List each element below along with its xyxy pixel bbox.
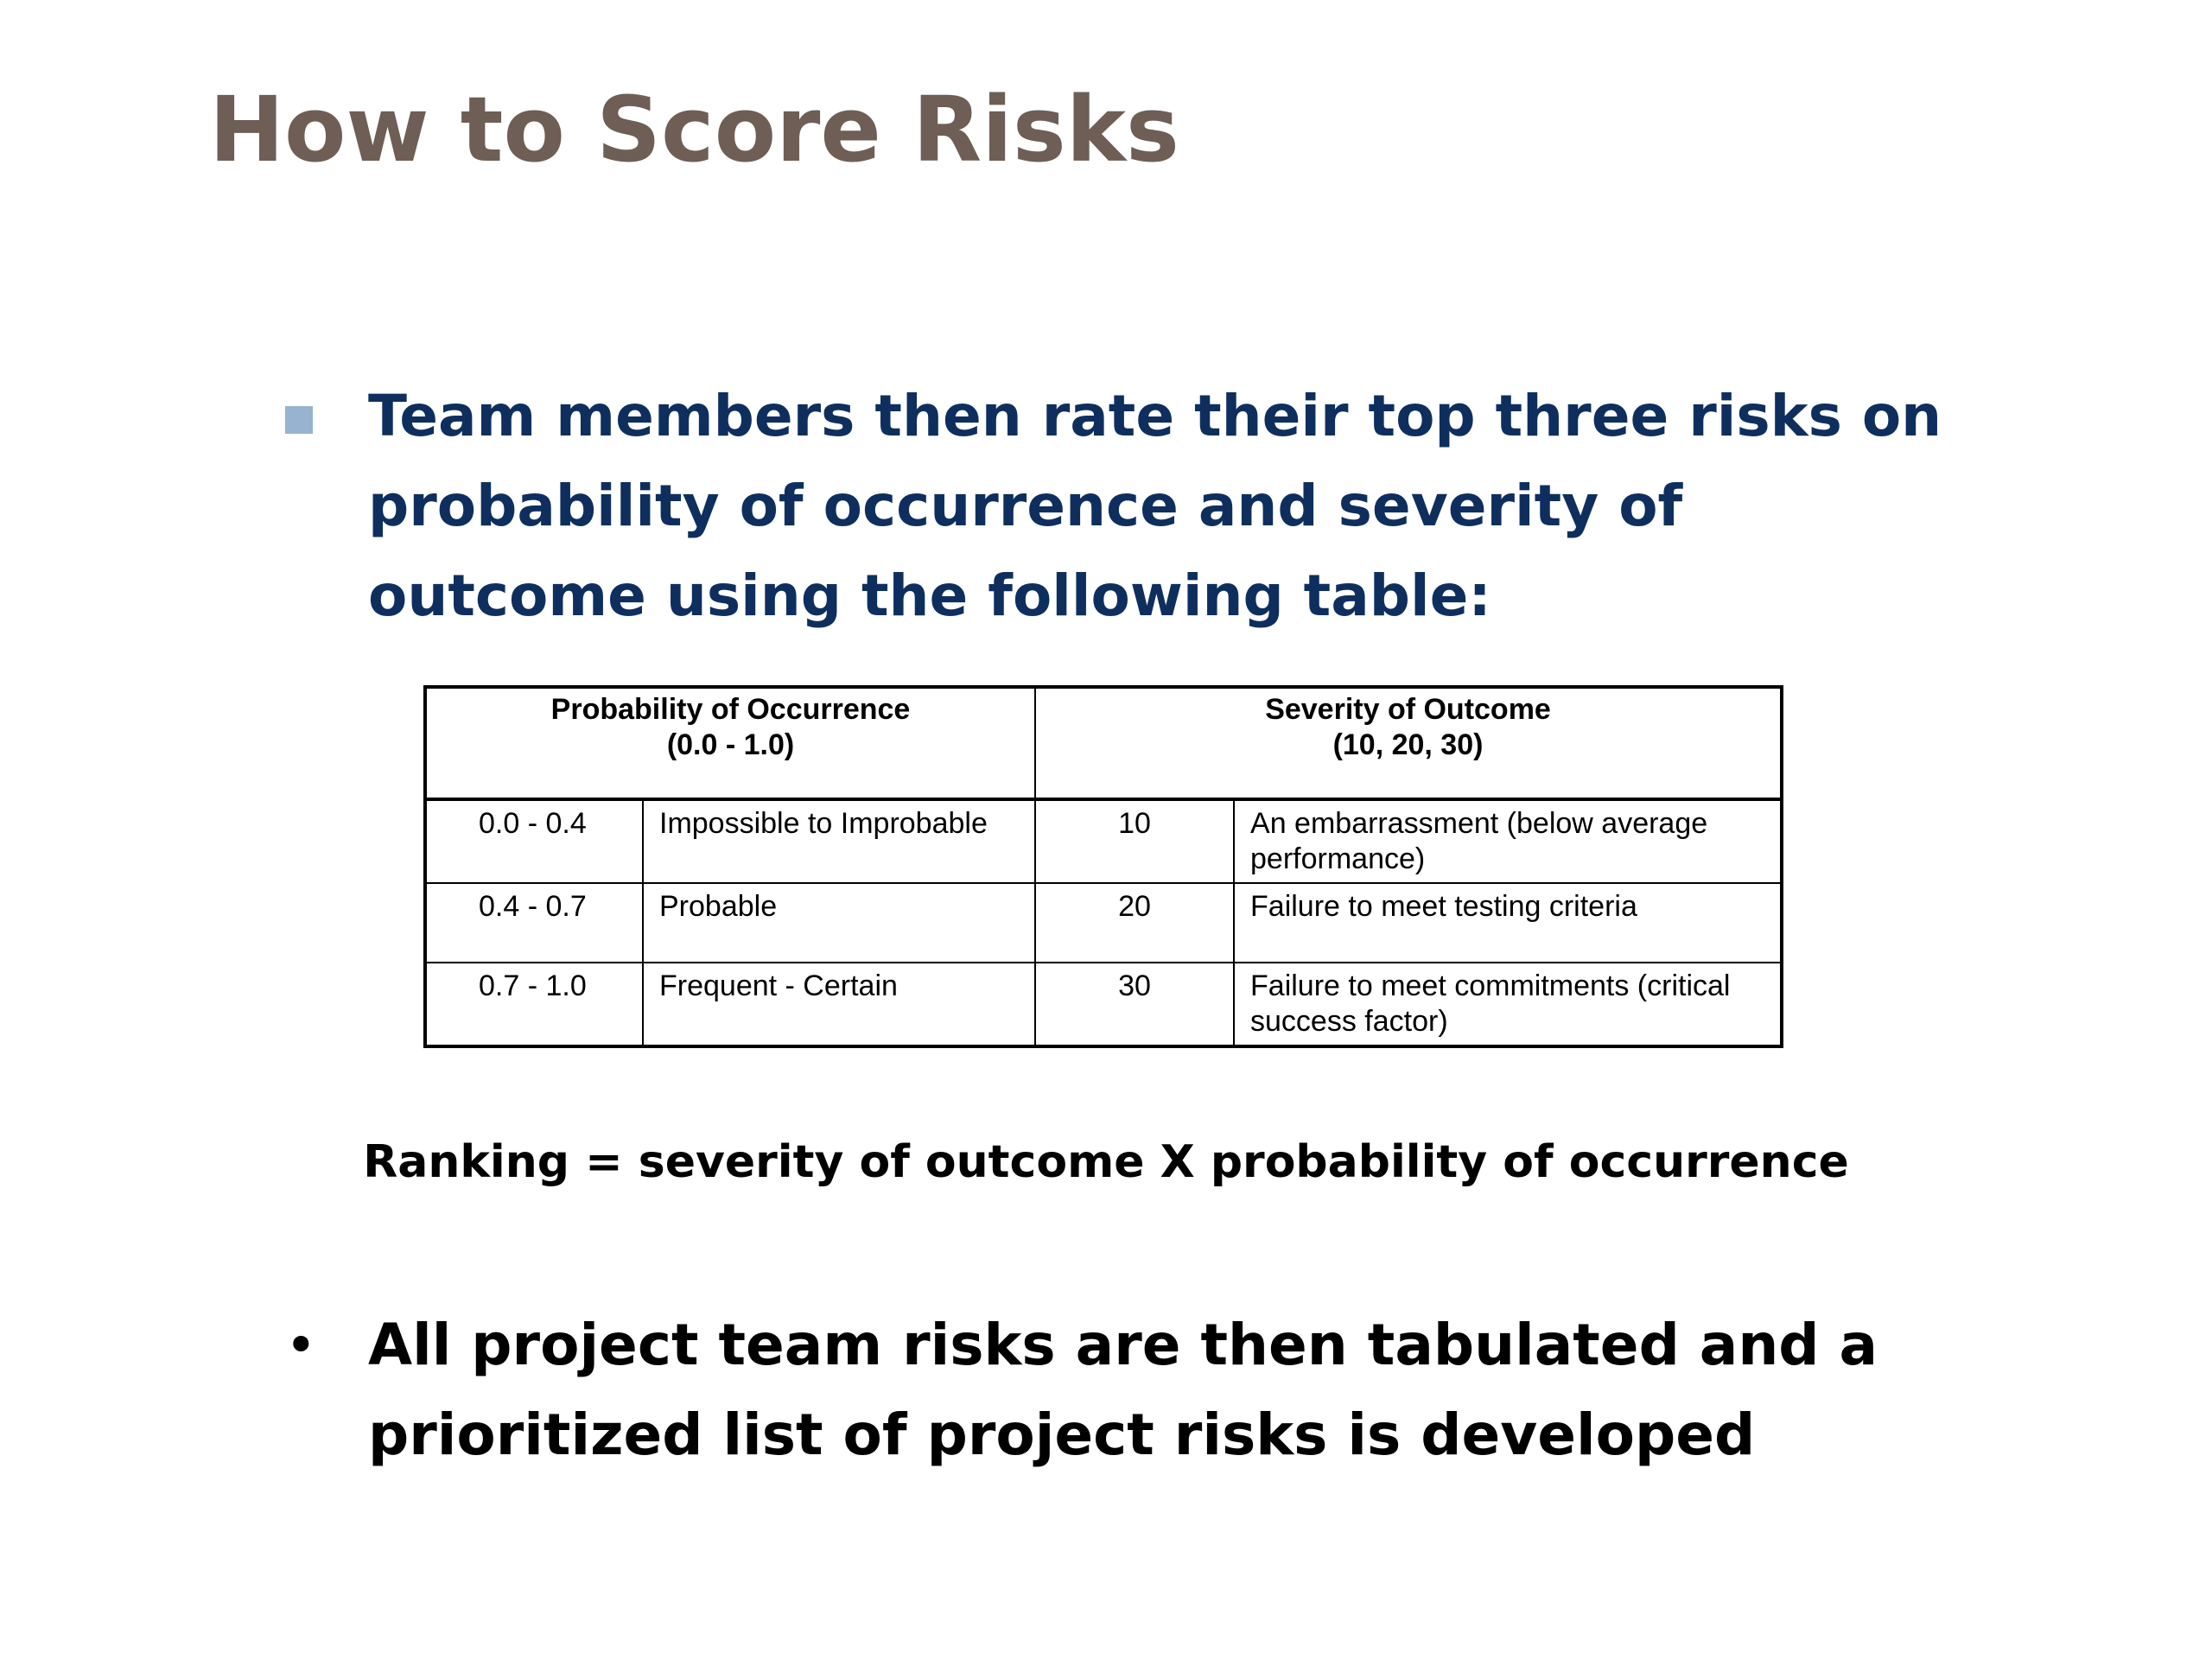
header-severity-title: Severity of Outcome bbox=[1265, 693, 1551, 726]
risk-scoring-table bbox=[423, 685, 1783, 1048]
cell-probability-range: 0.7 - 1.0 bbox=[425, 963, 643, 1046]
header-probability-title: Probability of Occurrence bbox=[550, 693, 911, 726]
cell-outcome: Failure to meet commitments (critical success factor) bbox=[1234, 963, 1782, 1046]
cell-outcome: Failure to meet testing criteria bbox=[1234, 883, 1782, 963]
table-row bbox=[425, 799, 1782, 883]
cell-severity-score: 30 bbox=[1035, 963, 1234, 1046]
table-header-row bbox=[425, 687, 1782, 799]
round-bullet-icon: • bbox=[285, 1313, 317, 1376]
cell-probability-range: 0.4 - 0.7 bbox=[425, 883, 643, 963]
cell-severity-score: 10 bbox=[1035, 799, 1234, 883]
bullet-text-tabulation: All project team risks are then tabulated and a prioritized list of project risks is developed bbox=[368, 1312, 1878, 1468]
ranking-formula: Ranking = severity of outcome X probability of occurrence bbox=[363, 1136, 1849, 1188]
header-probability bbox=[425, 687, 1035, 799]
table-row bbox=[425, 963, 1782, 1046]
cell-probability-range: 0.0 - 0.4 bbox=[425, 799, 643, 883]
header-probability-range: (0.0 - 1.0) bbox=[666, 728, 795, 761]
cell-likelihood: Frequent - Certain bbox=[643, 963, 1035, 1046]
header-severity bbox=[1035, 687, 1782, 799]
bullet-text-rating: Team members then rate their top three risks on probability of occurrence and severity of outcome using the following table: bbox=[368, 383, 1942, 629]
header-severity-range: (10, 20, 30) bbox=[1332, 728, 1484, 761]
square-bullet-icon bbox=[285, 406, 313, 434]
slide-title: How to Score Risks bbox=[209, 77, 1179, 182]
cell-severity-score: 20 bbox=[1035, 883, 1234, 963]
cell-likelihood: Probable bbox=[643, 883, 1035, 963]
table-row bbox=[425, 883, 1782, 963]
cell-outcome: An embarrassment (below average performance) bbox=[1234, 799, 1782, 883]
cell-likelihood: Impossible to Improbable bbox=[643, 799, 1035, 883]
